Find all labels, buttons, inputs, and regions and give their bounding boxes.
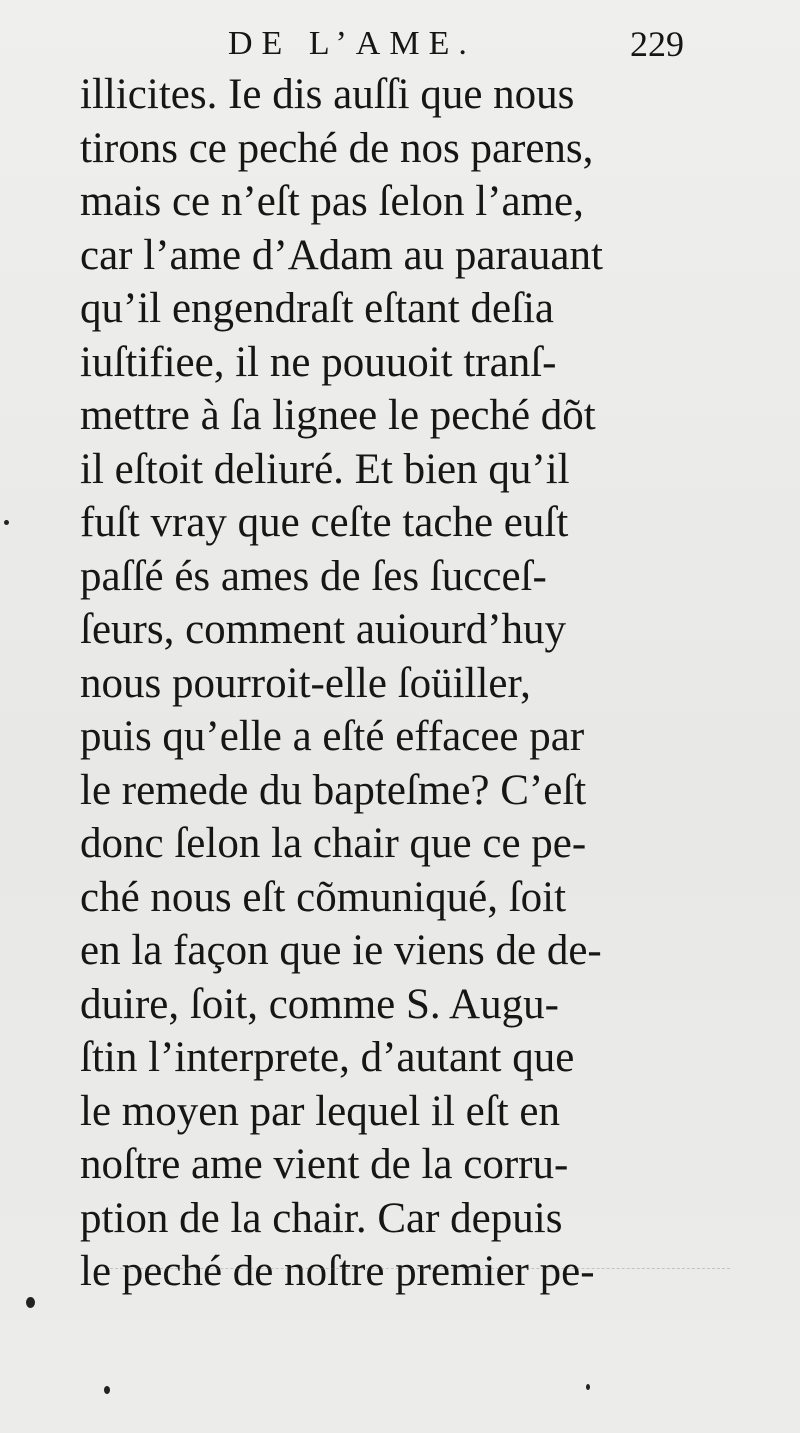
text-line: le peché de noſtre premier pe- bbox=[80, 1248, 595, 1295]
text-line: puis qu’elle a eſté effacee par bbox=[80, 713, 585, 760]
text-line: il eſtoit deliuré. Et bien qu’il bbox=[80, 445, 570, 493]
text-line: qu’il engendraſt eſtant deſia bbox=[80, 285, 555, 332]
text-line: ſtin l’interprete, d’autant que bbox=[80, 1034, 575, 1081]
text-line: nous pourroit-elle ſoüiller, bbox=[80, 659, 531, 707]
ink-speck bbox=[26, 1297, 35, 1308]
text-line: mettre à ſa lignee le peché dõt bbox=[80, 392, 596, 439]
text-line: illicites. Ie dis auſſi que nous bbox=[80, 71, 575, 118]
text-line: paſſé és ames de ſes ſucceſ- bbox=[80, 552, 547, 600]
text-line: en la façon que ie viens de de- bbox=[80, 927, 602, 974]
text-line: car l’ame d’Adam au parauant bbox=[80, 231, 603, 279]
ink-speck bbox=[586, 1384, 590, 1390]
ink-speck bbox=[104, 1386, 110, 1394]
text-line: donc ſelon la chair que ce pe- bbox=[80, 820, 587, 867]
text-line: le remede du bapteſme? C’eſt bbox=[80, 766, 587, 814]
text-line: iuſtifiee, il ne pouuoit tranſ- bbox=[80, 338, 557, 386]
page-number: 229 bbox=[630, 24, 684, 64]
text-line: le moyen par lequel il eſt en bbox=[80, 1087, 560, 1135]
text-line: ché nous eſt cõmuniqué, ſoit bbox=[80, 873, 567, 921]
text-line: ſeurs, comment auiourd’huy bbox=[80, 606, 567, 653]
text-line: fuſt vray que ceſte tache euſt bbox=[80, 499, 569, 546]
text-line: duire, ſoit, comme S. Augu- bbox=[80, 980, 559, 1028]
body-text bbox=[80, 68, 740, 1299]
text-line: noſtre ame vient de la corru- bbox=[80, 1141, 569, 1188]
text-line: tirons ce peché de nos parens, bbox=[80, 124, 594, 172]
bleed-through-line bbox=[110, 1268, 730, 1269]
page-header bbox=[0, 14, 800, 74]
running-title: DE L’AME. bbox=[228, 25, 476, 62]
text-line: ption de la chair. Car depuis bbox=[80, 1194, 563, 1242]
text-line: mais ce n’eſt pas ſelon l’ame, bbox=[80, 178, 584, 225]
ink-speck bbox=[4, 520, 9, 525]
